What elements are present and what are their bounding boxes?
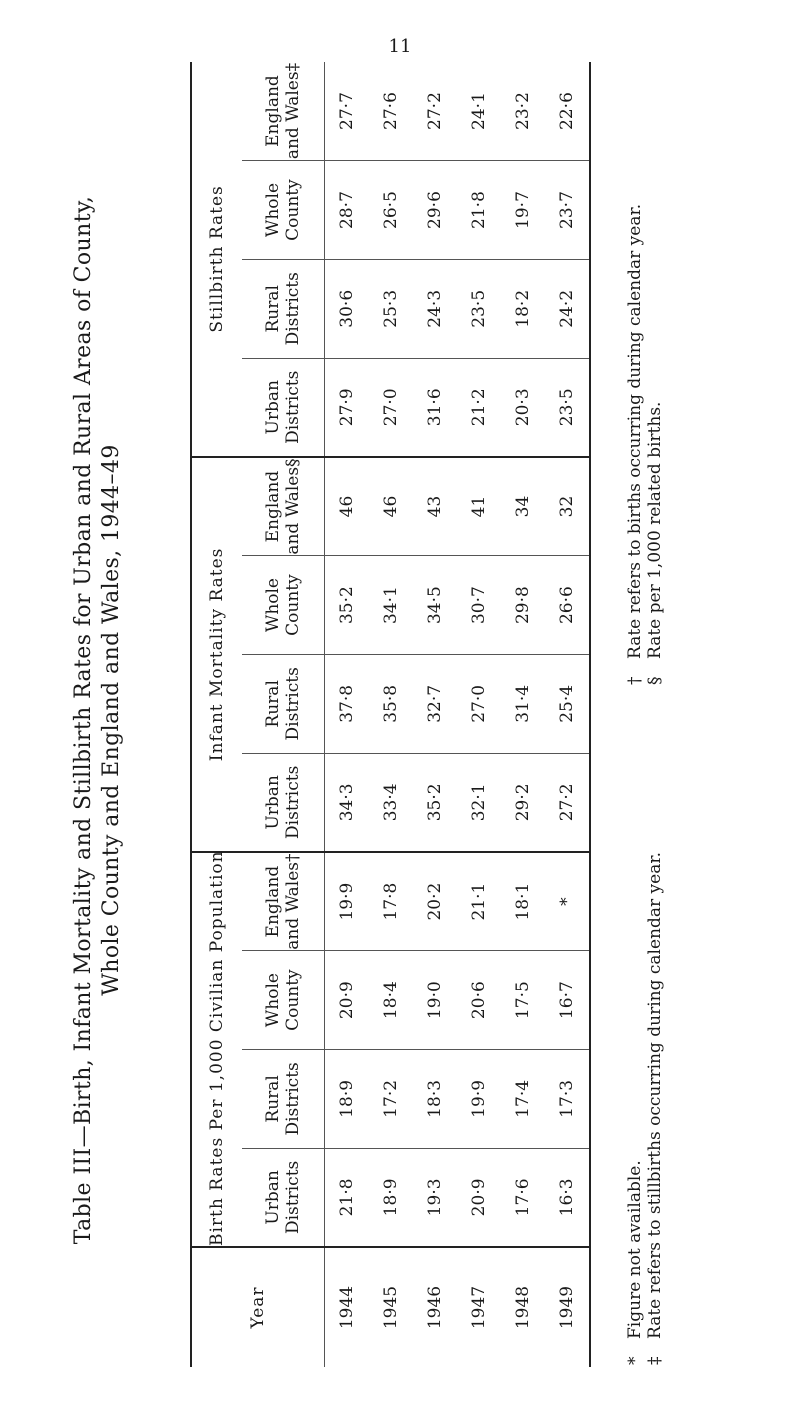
rate-cell-infant-whole-county: 34·5 [413,556,457,655]
rate-cell-stillbirth-whole-county: 26·5 [369,161,413,260]
subheader-line: Districts [283,370,303,444]
footnote-section: §Rate per 1,000 related births. [645,401,665,685]
rate-cell-infant-whole-county: 30·7 [457,556,501,655]
rate-cell-stillbirth-whole-county: 21·8 [457,161,501,260]
year-cell: 1949 [545,1247,590,1367]
rate-cell-stillbirth-england-and-wales: 22·6 [545,62,590,161]
year-cell: 1948 [513,1285,533,1330]
subheader-birth-urban-districts [242,1148,325,1247]
rate-cell-birth-urban-districts: 20·9 [457,1148,501,1247]
rate-cell-birth-urban-districts: 21·8 [325,1148,370,1247]
footnote-dagger: †Rate refers to births occurring during calendar year. [625,203,645,685]
rate-cell-stillbirth-urban-districts: 20·3 [501,358,545,457]
subheader-line: Rural [263,285,283,333]
rate-cell-stillbirth-rural-districts: 23·5 [457,259,501,358]
subheader-stillbirth-rural-districts [242,259,325,358]
subheader-line: Whole [263,578,283,633]
rate-cell-infant-urban-districts: 34·3 [325,753,370,852]
subheader-line: Whole [263,973,283,1028]
rate-cell-birth-england-and-wales: 18·1 [501,852,545,951]
rate-cell-birth-whole-county: 18·4 [369,951,413,1050]
year-cell: 1946 [425,1285,445,1330]
rate-cell-birth-england-and-wales: 20·2 [413,852,457,951]
subheader-line: Districts [283,272,303,346]
rate-cell-birth-whole-county: 20·6 [457,951,501,1050]
subheader-line: Whole [263,182,283,238]
table-title [70,55,126,1385]
subheader-line: and Wales§ [283,458,303,555]
subheader-stillbirth-england-and-wales [242,62,325,161]
year-cell: 1944 [337,1285,357,1330]
rate-cell-infant-whole-county: 26·6 [545,556,590,655]
subheader-line: and Wales‡ [283,62,303,160]
subheader-line: Rural [263,1075,283,1123]
year-cell: 1947 [469,1285,489,1330]
rate-cell-infant-england-and-wales: 46 [369,457,413,556]
subheader-infant-urban-districts [242,753,325,852]
subheader-line: County [283,179,303,241]
subheader-line: County [283,969,303,1031]
rate-cell-infant-whole-county: 34·1 [369,556,413,655]
rate-cell-birth-urban-districts: 16·3 [545,1148,590,1247]
rate-cell-stillbirth-whole-county: 29·6 [413,161,457,260]
rate-cell-infant-whole-county: 29·8 [501,556,545,655]
subheader-line: England [263,865,283,938]
rate-cell-stillbirth-urban-districts: 31·6 [413,358,457,457]
year-header: Year [191,1247,325,1367]
rate-cell-infant-rural-districts: 35·8 [369,654,413,753]
rate-cell-birth-whole-county: 19·0 [413,951,457,1050]
title-line-2: Whole County and England and Wales, 1944–49 [99,444,124,996]
table-row [457,62,501,1367]
rate-cell-stillbirth-england-and-wales: 27·2 [413,62,457,161]
rate-cell-stillbirth-whole-county: 19·7 [501,161,545,260]
rate-cell-infant-rural-districts: 31·4 [501,654,545,753]
subheader-birth-whole-county [242,951,325,1050]
rotated-table-page [70,55,710,1385]
rate-cell-stillbirth-rural-districts: 18·2 [501,259,545,358]
rate-cell-infant-urban-districts: 32·1 [457,753,501,852]
rate-cell-stillbirth-urban-districts: 23·5 [545,358,590,457]
subheader-line: Districts [283,1160,303,1235]
page-number: 11 [388,36,412,57]
table-row [413,62,457,1367]
rate-cell-birth-rural-districts: 17·4 [501,1050,545,1149]
rate-cell-birth-rural-districts: 17·2 [369,1050,413,1149]
footnotes-right [625,204,665,685]
rate-cell-stillbirth-england-and-wales: 24·1 [457,62,501,161]
rate-cell-birth-rural-districts: 18·9 [325,1050,370,1149]
rates-table [190,62,591,1367]
year-cell: 1945 [381,1285,401,1330]
rate-cell-stillbirth-england-and-wales: 27·6 [369,62,413,161]
rate-cell-stillbirth-whole-county: 23·7 [545,161,590,260]
subheader-line: England [263,470,283,543]
subheader-line: Districts [283,1062,303,1136]
rate-cell-stillbirth-rural-districts: 25·3 [369,259,413,358]
rate-cell-birth-rural-districts: 19·9 [457,1050,501,1149]
subheader-birth-england-and-wales [242,852,325,951]
footnote-double-dagger: ‡Rate refers to stillbirths occurring during calendar year. [645,852,665,1365]
subheader-infant-whole-county [242,556,325,655]
subheader-line: Urban [263,1170,283,1225]
rate-cell-birth-whole-county: 17·5 [501,951,545,1050]
rate-cell-infant-rural-districts: 37·8 [325,654,370,753]
title-line-1: Table III—Birth, Infant Mortality and Stillbirth Rates for Urban and Rural Areas of County, [71,195,96,1245]
rate-cell-infant-england-and-wales: 43 [413,457,457,556]
rate-cell-infant-rural-districts: 32·7 [413,654,457,753]
rate-cell-infant-urban-districts: 33·4 [369,753,413,852]
subheader-line: County [283,574,303,636]
subheader-line: Urban [263,380,283,435]
footnotes-left [625,852,665,1365]
group-header-infant-mortality: Infant Mortality Rates [191,457,242,852]
rate-cell-birth-urban-districts: 18·9 [369,1148,413,1247]
rate-cell-infant-england-and-wales: 32 [545,457,590,556]
rate-cell-infant-england-and-wales: 46 [325,457,370,556]
subheader-line: Districts [283,667,303,741]
rate-cell-infant-urban-districts: 27·2 [545,753,590,852]
rate-cell-infant-urban-districts: 29·2 [501,753,545,852]
table-row [325,62,370,1367]
rate-cell-stillbirth-urban-districts: 27·0 [369,358,413,457]
rate-cell-birth-england-and-wales: 17·8 [369,852,413,951]
rate-cell-stillbirth-england-and-wales: 23·2 [501,62,545,161]
subheader-line: England [263,75,283,147]
table-row [501,62,545,1367]
subheader-stillbirth-urban-districts [242,358,325,457]
rate-cell-birth-rural-districts: 18·3 [413,1050,457,1149]
subheader-infant-england-and-wales [242,457,325,556]
rate-cell-stillbirth-whole-county: 28·7 [325,161,370,260]
group-header-stillbirth-rates: Stillbirth Rates [191,62,242,457]
rate-cell-birth-england-and-wales: * [545,852,590,951]
subheader-line: Urban [263,775,283,830]
footnote-star: *Figure not available. [625,1160,645,1365]
rate-cell-birth-england-and-wales: 19·9 [325,852,370,951]
rate-cell-stillbirth-rural-districts: 24·3 [413,259,457,358]
subheader-stillbirth-whole-county [242,161,325,260]
table-row [369,62,413,1367]
rate-cell-infant-england-and-wales: 41 [457,457,501,556]
subheader-line: Districts [283,765,303,839]
table-row [545,62,590,1367]
rate-cell-stillbirth-urban-districts: 27·9 [325,358,370,457]
rate-cell-infant-rural-districts: 27·0 [457,654,501,753]
rate-cell-birth-england-and-wales: 21·1 [457,852,501,951]
rate-cell-stillbirth-urban-districts: 21·2 [457,358,501,457]
subheader-line: Rural [263,680,283,728]
group-header-birth-rates: Birth Rates Per 1,000 Civilian Population [191,852,242,1247]
rate-cell-infant-urban-districts: 35·2 [413,753,457,852]
rate-cell-birth-rural-districts: 17·3 [545,1050,590,1149]
rate-cell-infant-rural-districts: 25·4 [545,654,590,753]
rate-cell-birth-urban-districts: 17·6 [501,1148,545,1247]
subheader-line: and Wales† [283,853,303,950]
rate-cell-stillbirth-rural-districts: 24·2 [545,259,590,358]
rate-cell-stillbirth-rural-districts: 30·6 [325,259,370,358]
rate-cell-stillbirth-england-and-wales: 27·7 [325,62,370,161]
subheader-birth-rural-districts [242,1050,325,1149]
rate-cell-infant-england-and-wales: 34 [501,457,545,556]
rate-cell-birth-urban-districts: 19·3 [413,1148,457,1247]
rate-cell-birth-whole-county: 20·9 [325,951,370,1050]
subheader-infant-rural-districts [242,654,325,753]
rate-cell-infant-whole-county: 35·2 [325,556,370,655]
rate-cell-birth-whole-county: 16·7 [545,951,590,1050]
